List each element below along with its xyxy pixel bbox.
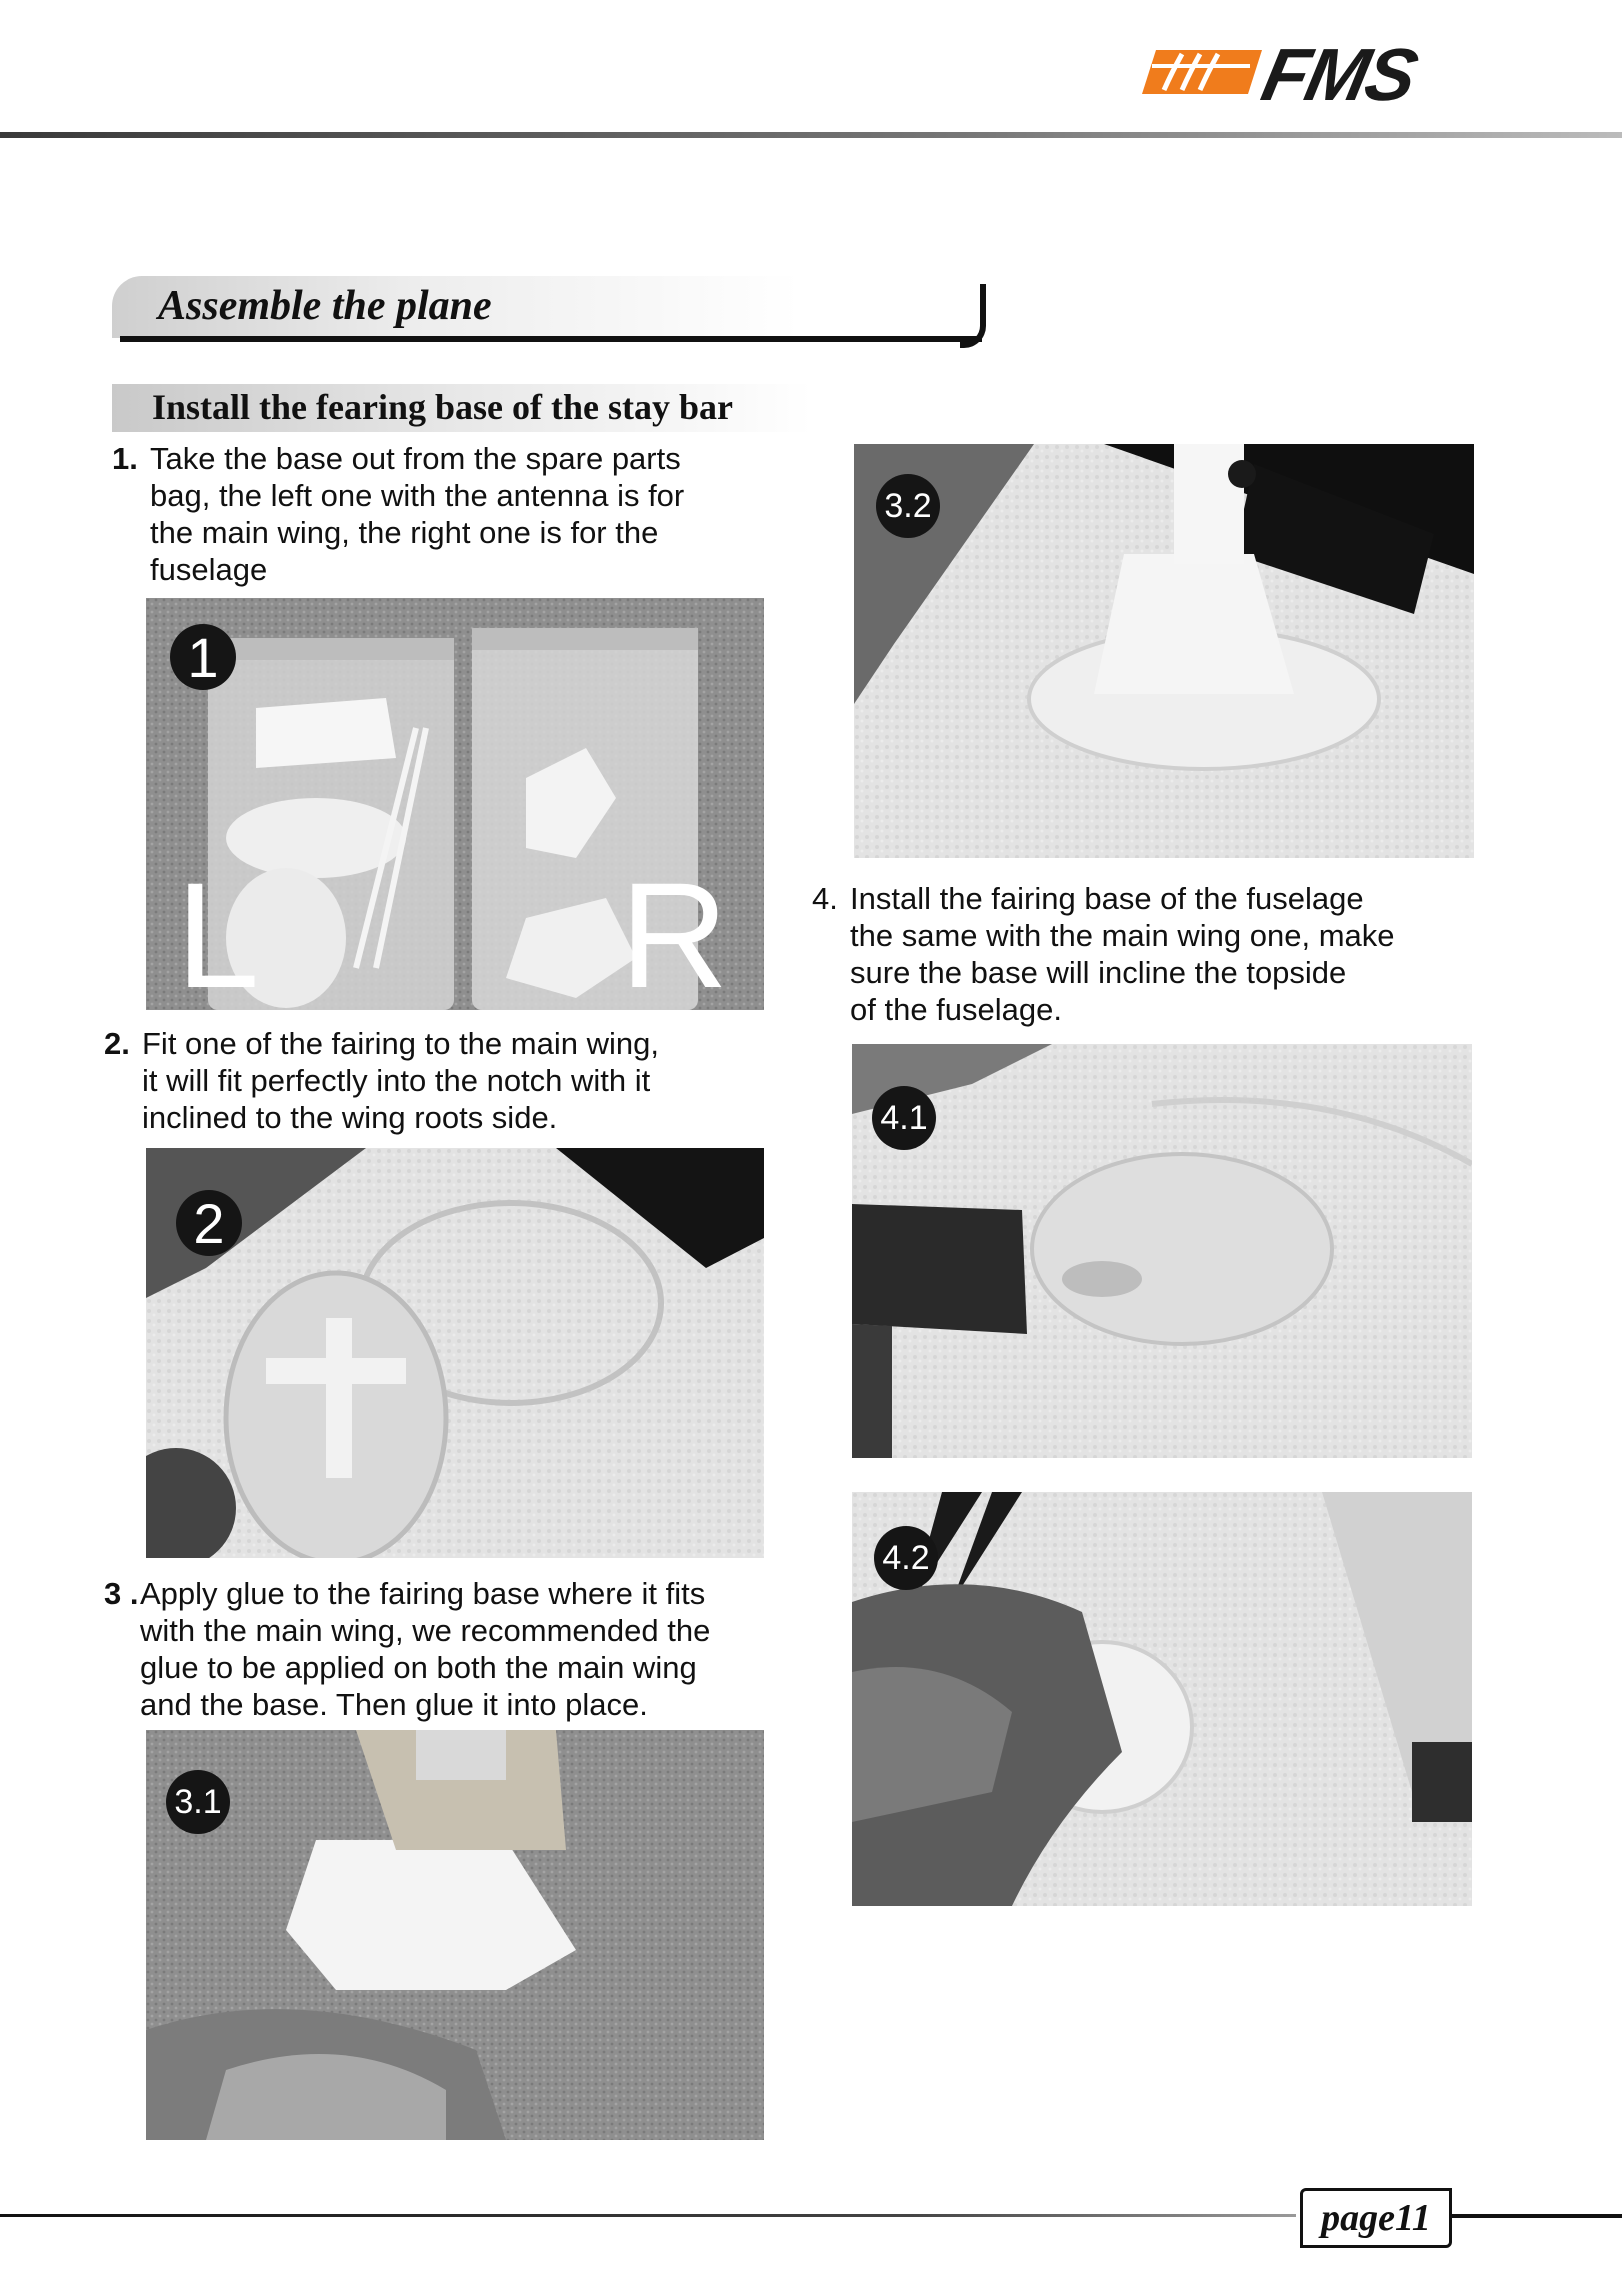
footer-rule <box>0 2214 1296 2217</box>
step-line: with the main wing, we recommended the <box>140 1613 711 1648</box>
footer-rule <box>1446 2214 1622 2218</box>
fms-wing-mark-icon <box>1142 44 1262 100</box>
step-line: Apply glue to the fairing base where it fits <box>140 1576 706 1611</box>
step-line: inclined to the wing roots side. <box>142 1100 558 1135</box>
step-4 <box>812 880 1512 1030</box>
step-2 <box>104 1025 804 1137</box>
photo-2-fitting-fairing <box>146 1148 764 1558</box>
photo-badge: 1 <box>170 624 236 690</box>
photo-letter-right: R <box>620 851 729 1010</box>
step-line: Take the base out from the spare parts <box>150 441 681 476</box>
subsection-banner <box>112 384 812 432</box>
photo-3-1-applying-glue <box>146 1730 764 2140</box>
step-line: glue to be applied on both the main wing <box>140 1650 697 1685</box>
photo-letter-left: L <box>176 851 260 1010</box>
header-rule <box>0 132 1622 138</box>
step-line: of the fuselage. <box>850 992 1062 1027</box>
photo-3-2-glued-base <box>854 444 1474 858</box>
step-3 <box>104 1575 804 1725</box>
page-number: page11 <box>1300 2188 1452 2248</box>
photo-1-spare-parts <box>146 598 764 1010</box>
step-line: it will fit perfectly into the notch with it <box>142 1063 651 1098</box>
section-title: Assemble the plane <box>158 283 492 329</box>
step-line: the main wing, the right one is for the <box>150 515 659 550</box>
step-number: 2. <box>104 1026 130 1061</box>
step-number: 1. <box>112 441 138 476</box>
photo-badge: 4.2 <box>874 1526 938 1590</box>
photo-badge: 4.1 <box>872 1086 936 1150</box>
step-line: and the base. Then glue it into place. <box>140 1687 648 1722</box>
step-line: Fit one of the fairing to the main wing, <box>142 1026 659 1061</box>
section-banner <box>112 276 992 348</box>
photo-badge: 3.2 <box>876 474 940 538</box>
step-number: 4. <box>812 881 838 916</box>
photo-4-1-fuselage-glue <box>852 1044 1472 1458</box>
logo-text: FMS <box>1255 33 1424 116</box>
step-1 <box>112 440 792 590</box>
subsection-title: Install the fearing base of the stay bar <box>152 387 733 427</box>
step-line: the same with the main wing one, make <box>850 918 1395 953</box>
photo-badge: 2 <box>176 1190 242 1256</box>
photo-4-2-fuselage-base <box>852 1492 1472 1906</box>
step-line: fuselage <box>150 552 268 587</box>
fms-logo <box>1142 33 1462 116</box>
step-line: sure the base will incline the topside <box>850 955 1347 990</box>
step-line: bag, the left one with the antenna is for <box>150 478 685 513</box>
photo-badge: 3.1 <box>166 1770 230 1834</box>
step-line: Install the fairing base of the fuselage <box>850 881 1364 916</box>
step-number: 3 . <box>104 1576 139 1611</box>
